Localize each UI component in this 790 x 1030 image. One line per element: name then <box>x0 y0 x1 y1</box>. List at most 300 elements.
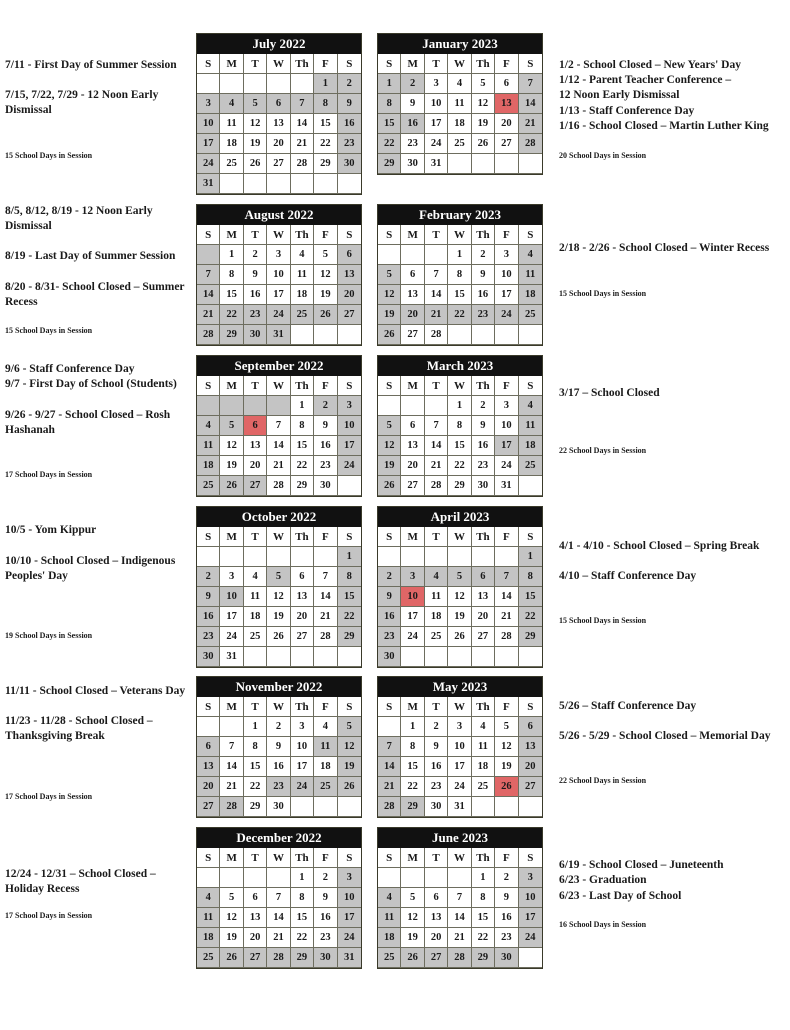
day-cell: 18 <box>197 456 220 476</box>
day-cell: 26 <box>267 627 290 647</box>
weekday-header: Th <box>291 376 314 396</box>
empty-cell <box>267 547 290 567</box>
day-cell: 20 <box>244 456 267 476</box>
day-cell: 14 <box>378 757 401 777</box>
empty-cell <box>197 868 220 888</box>
empty-cell <box>220 174 243 194</box>
nov-school-days: 17 School Days in Session <box>5 792 93 801</box>
day-cell: 10 <box>495 265 518 285</box>
empty-cell <box>197 717 220 737</box>
day-cell: 8 <box>448 265 471 285</box>
weekday-header: S <box>378 848 401 868</box>
day-cell: 18 <box>448 114 471 134</box>
day-cell: 23 <box>314 928 337 948</box>
day-cell: 18 <box>197 928 220 948</box>
day-grid <box>378 527 542 667</box>
empty-cell <box>448 154 471 174</box>
weekday-header: S <box>338 225 361 245</box>
jan-school-days: 20 School Days in Session <box>559 151 647 160</box>
day-cell: 10 <box>197 114 220 134</box>
weekday-header: T <box>425 697 448 717</box>
day-cell: 6 <box>291 567 314 587</box>
calendar-april-2023 <box>377 506 543 668</box>
empty-cell <box>401 396 424 416</box>
day-cell: 15 <box>378 114 401 134</box>
day-cell: 2 <box>314 868 337 888</box>
empty-cell <box>425 245 448 265</box>
day-cell: 29 <box>220 325 243 345</box>
day-cell: 27 <box>338 305 361 325</box>
day-cell: 30 <box>267 797 290 817</box>
day-cell: 25 <box>472 777 495 797</box>
day-cell: 29 <box>401 797 424 817</box>
empty-cell <box>401 547 424 567</box>
day-cell: 25 <box>220 154 243 174</box>
day-cell: 1 <box>378 74 401 94</box>
weekday-header: M <box>220 697 243 717</box>
empty-cell <box>472 325 495 345</box>
note-apr-staff-conference: 4/10 – Staff Conference Day <box>559 570 697 582</box>
day-cell: 11 <box>519 265 542 285</box>
day-cell: 21 <box>220 777 243 797</box>
day-cell: 15 <box>291 908 314 928</box>
empty-cell <box>378 868 401 888</box>
empty-cell <box>425 396 448 416</box>
day-cell: 20 <box>197 777 220 797</box>
day-cell: 7 <box>425 265 448 285</box>
note-apr-spring-break: 4/1 - 4/10 - School Closed – Spring Break <box>559 540 760 552</box>
day-cell: 26 <box>448 627 471 647</box>
day-cell: 8 <box>448 416 471 436</box>
weekday-header: F <box>495 848 518 868</box>
weekday-header: T <box>425 376 448 396</box>
may-school-days: 22 School Days in Session <box>559 776 647 785</box>
day-cell: 13 <box>267 114 290 134</box>
day-cell: 15 <box>220 285 243 305</box>
day-cell: 9 <box>401 94 424 114</box>
day-cell: 18 <box>519 285 542 305</box>
day-cell: 14 <box>425 285 448 305</box>
day-cell: 4 <box>519 396 542 416</box>
empty-cell <box>495 547 518 567</box>
day-cell: 24 <box>220 627 243 647</box>
day-cell: 17 <box>448 757 471 777</box>
weekday-header: S <box>197 225 220 245</box>
day-cell: 5 <box>401 888 424 908</box>
empty-cell <box>448 868 471 888</box>
weekday-header: Th <box>291 527 314 547</box>
weekday-header: W <box>267 527 290 547</box>
jun-school-days: 16 School Days in Session <box>559 920 647 929</box>
day-cell: 20 <box>291 607 314 627</box>
day-cell: 6 <box>197 737 220 757</box>
note-sep-rosh-hashanah: 9/26 - 9/27 - School Closed – Rosh Hashanah <box>5 409 171 436</box>
day-cell: 2 <box>338 74 361 94</box>
weekday-header: W <box>448 848 471 868</box>
weekday-header: S <box>378 697 401 717</box>
empty-cell <box>472 547 495 567</box>
empty-cell <box>338 797 361 817</box>
empty-cell <box>519 476 542 496</box>
note-jan-mlk: 1/16 - School Closed – Martin Luther King <box>559 120 769 132</box>
day-cell: 3 <box>220 567 243 587</box>
day-cell: 13 <box>425 908 448 928</box>
day-cell: 1 <box>291 396 314 416</box>
weekday-header: F <box>495 225 518 245</box>
day-cell: 27 <box>244 948 267 968</box>
weekday-header: F <box>314 848 337 868</box>
day-cell: 13 <box>472 587 495 607</box>
mar-school-days: 22 School Days in Session <box>559 446 647 455</box>
jul-school-days: 15 School Days in Session <box>5 151 93 160</box>
empty-cell <box>495 154 518 174</box>
day-cell: 5 <box>220 888 243 908</box>
day-cell: 3 <box>519 868 542 888</box>
empty-cell <box>291 74 314 94</box>
empty-cell <box>197 547 220 567</box>
weekday-header: M <box>401 848 424 868</box>
day-cell: 30 <box>495 948 518 968</box>
feb-school-days: 15 School Days in Session <box>559 289 647 298</box>
day-cell: 1 <box>448 245 471 265</box>
calendar-november-2022 <box>196 676 362 818</box>
empty-cell <box>401 868 424 888</box>
day-cell: 26 <box>378 325 401 345</box>
day-cell: 25 <box>314 777 337 797</box>
day-cell: 27 <box>267 154 290 174</box>
day-cell: 12 <box>401 908 424 928</box>
day-cell: 20 <box>425 928 448 948</box>
empty-cell <box>472 647 495 667</box>
weekday-header: S <box>338 527 361 547</box>
weekday-header: T <box>425 225 448 245</box>
note-jun-graduation: 6/23 - Graduation <box>559 874 647 886</box>
empty-cell <box>197 245 220 265</box>
day-grid <box>378 54 542 174</box>
day-cell: 2 <box>495 868 518 888</box>
day-cell: 8 <box>314 94 337 114</box>
day-cell: 29 <box>244 797 267 817</box>
apr-school-days: 15 School Days in Session <box>559 616 647 625</box>
day-cell: 19 <box>378 305 401 325</box>
weekday-header: F <box>495 697 518 717</box>
day-cell: 4 <box>197 888 220 908</box>
month-title: July 2022 <box>197 34 361 54</box>
day-cell: 26 <box>401 948 424 968</box>
day-cell: 23 <box>197 627 220 647</box>
day-cell: 23 <box>267 777 290 797</box>
day-cell: 21 <box>425 305 448 325</box>
weekday-header: T <box>244 527 267 547</box>
weekday-header: T <box>244 54 267 74</box>
day-cell: 6 <box>267 94 290 114</box>
weekday-header: S <box>378 527 401 547</box>
day-cell: 17 <box>519 908 542 928</box>
month-title: May 2023 <box>378 677 542 697</box>
day-cell: 10 <box>338 416 361 436</box>
day-cell: 24 <box>197 154 220 174</box>
day-cell: 8 <box>338 567 361 587</box>
weekday-header: T <box>425 527 448 547</box>
calendar-march-2023 <box>377 355 543 497</box>
empty-cell <box>472 154 495 174</box>
month-title: January 2023 <box>378 34 542 54</box>
weekday-header: M <box>401 527 424 547</box>
day-cell: 12 <box>378 285 401 305</box>
weekday-header: S <box>378 225 401 245</box>
weekday-header: T <box>244 697 267 717</box>
weekday-header: S <box>338 848 361 868</box>
empty-cell <box>378 245 401 265</box>
empty-cell <box>267 74 290 94</box>
day-cell: 20 <box>338 285 361 305</box>
calendar-september-2022 <box>196 355 362 497</box>
day-grid <box>197 527 361 667</box>
day-cell: 21 <box>267 928 290 948</box>
day-cell: 25 <box>425 627 448 647</box>
day-cell: 6 <box>244 416 267 436</box>
day-cell: 27 <box>425 948 448 968</box>
calendar-july-2022 <box>196 33 362 195</box>
day-cell: 1 <box>244 717 267 737</box>
day-cell: 10 <box>519 888 542 908</box>
day-cell: 5 <box>495 717 518 737</box>
day-cell: 10 <box>401 587 424 607</box>
day-cell: 9 <box>472 265 495 285</box>
day-cell: 25 <box>197 948 220 968</box>
day-cell: 15 <box>244 757 267 777</box>
day-cell: 30 <box>425 797 448 817</box>
day-cell: 4 <box>220 94 243 114</box>
day-cell: 25 <box>519 305 542 325</box>
day-cell: 6 <box>519 717 542 737</box>
day-cell: 11 <box>472 737 495 757</box>
empty-cell <box>314 325 337 345</box>
day-cell: 20 <box>519 757 542 777</box>
note-sep-first-day-students: 9/7 - First Day of School (Students) <box>5 378 177 390</box>
day-cell: 22 <box>314 134 337 154</box>
weekday-header: S <box>519 225 542 245</box>
weekday-header: Th <box>472 225 495 245</box>
day-cell: 8 <box>401 737 424 757</box>
empty-cell <box>220 868 243 888</box>
empty-cell <box>244 74 267 94</box>
day-cell: 19 <box>378 456 401 476</box>
day-cell: 18 <box>314 757 337 777</box>
day-cell: 9 <box>378 587 401 607</box>
day-cell: 19 <box>448 607 471 627</box>
calendar-may-2023 <box>377 676 543 818</box>
day-cell: 7 <box>314 567 337 587</box>
day-cell: 24 <box>448 777 471 797</box>
day-cell: 16 <box>338 114 361 134</box>
month-title: June 2023 <box>378 828 542 848</box>
empty-cell <box>267 647 290 667</box>
empty-cell <box>338 476 361 496</box>
day-cell: 29 <box>314 154 337 174</box>
weekday-header: S <box>519 527 542 547</box>
day-cell: 13 <box>495 94 518 114</box>
weekday-header: S <box>338 376 361 396</box>
note-jun-last-day: 6/23 - Last Day of School <box>559 890 682 902</box>
weekday-header: S <box>197 697 220 717</box>
day-cell: 27 <box>519 777 542 797</box>
day-cell: 7 <box>425 416 448 436</box>
day-cell: 13 <box>197 757 220 777</box>
day-cell: 30 <box>314 948 337 968</box>
day-cell: 28 <box>220 797 243 817</box>
day-cell: 16 <box>401 114 424 134</box>
empty-cell <box>197 396 220 416</box>
day-cell: 17 <box>291 757 314 777</box>
day-cell: 5 <box>338 717 361 737</box>
day-grid <box>378 225 542 345</box>
day-cell: 18 <box>472 757 495 777</box>
day-cell: 16 <box>197 607 220 627</box>
day-cell: 5 <box>448 567 471 587</box>
day-cell: 17 <box>425 114 448 134</box>
weekday-header: T <box>425 848 448 868</box>
weekday-header: S <box>197 54 220 74</box>
day-cell: 1 <box>314 74 337 94</box>
day-cell: 16 <box>495 908 518 928</box>
day-cell: 24 <box>291 777 314 797</box>
empty-cell <box>519 647 542 667</box>
weekday-header: S <box>197 527 220 547</box>
day-cell: 8 <box>244 737 267 757</box>
empty-cell <box>495 647 518 667</box>
day-cell: 7 <box>220 737 243 757</box>
weekday-header: W <box>267 225 290 245</box>
day-grid <box>197 225 361 345</box>
day-cell: 17 <box>338 436 361 456</box>
day-cell: 16 <box>472 285 495 305</box>
day-cell: 13 <box>401 436 424 456</box>
weekday-header: T <box>244 376 267 396</box>
day-cell: 20 <box>244 928 267 948</box>
weekday-header: F <box>314 225 337 245</box>
weekday-header: W <box>448 527 471 547</box>
note-oct-yom-kippur: 10/5 - Yom Kippur <box>5 524 97 536</box>
day-cell: 5 <box>378 265 401 285</box>
day-cell: 3 <box>425 74 448 94</box>
day-cell: 26 <box>220 476 243 496</box>
day-cell: 22 <box>220 305 243 325</box>
weekday-header: S <box>519 54 542 74</box>
weekday-header: Th <box>472 54 495 74</box>
day-cell: 1 <box>472 868 495 888</box>
weekday-header: S <box>378 376 401 396</box>
weekday-header: W <box>267 54 290 74</box>
day-cell: 8 <box>291 888 314 908</box>
day-cell: 6 <box>401 265 424 285</box>
day-cell: 24 <box>338 456 361 476</box>
calendar-january-2023 <box>377 33 543 175</box>
day-cell: 5 <box>220 416 243 436</box>
empty-cell <box>378 547 401 567</box>
day-cell: 9 <box>338 94 361 114</box>
day-cell: 28 <box>267 948 290 968</box>
empty-cell <box>220 74 243 94</box>
day-cell: 14 <box>448 908 471 928</box>
weekday-header: Th <box>472 527 495 547</box>
empty-cell <box>378 717 401 737</box>
empty-cell <box>338 325 361 345</box>
day-cell: 27 <box>244 476 267 496</box>
empty-cell <box>314 174 337 194</box>
day-cell: 4 <box>197 416 220 436</box>
day-cell: 4 <box>314 717 337 737</box>
day-cell: 8 <box>472 888 495 908</box>
empty-cell <box>401 647 424 667</box>
empty-cell <box>291 797 314 817</box>
day-cell: 31 <box>495 476 518 496</box>
day-cell: 7 <box>378 737 401 757</box>
day-cell: 31 <box>197 174 220 194</box>
day-cell: 30 <box>472 476 495 496</box>
day-cell: 3 <box>448 717 471 737</box>
day-cell: 22 <box>291 928 314 948</box>
empty-cell <box>220 396 243 416</box>
empty-cell <box>244 396 267 416</box>
day-cell: 29 <box>472 948 495 968</box>
day-cell: 11 <box>197 436 220 456</box>
day-cell: 28 <box>197 325 220 345</box>
empty-cell <box>291 174 314 194</box>
day-cell: 17 <box>267 285 290 305</box>
weekday-header: S <box>519 376 542 396</box>
day-cell: 27 <box>291 627 314 647</box>
weekday-header: S <box>197 376 220 396</box>
day-cell: 19 <box>220 456 243 476</box>
day-cell: 15 <box>448 436 471 456</box>
day-cell: 23 <box>495 928 518 948</box>
note-jan-parent-teacher: 1/12 - Parent Teacher Conference – <box>559 74 732 86</box>
note-nov-veterans-day: 11/11 - School Closed – Veterans Day <box>5 685 186 697</box>
day-cell: 9 <box>472 416 495 436</box>
day-cell: 20 <box>401 305 424 325</box>
day-cell: 28 <box>448 948 471 968</box>
day-cell: 24 <box>267 305 290 325</box>
day-cell: 22 <box>448 456 471 476</box>
weekday-header: Th <box>472 848 495 868</box>
day-cell: 21 <box>378 777 401 797</box>
day-cell: 25 <box>244 627 267 647</box>
day-cell: 24 <box>495 456 518 476</box>
day-cell: 7 <box>291 94 314 114</box>
empty-cell <box>314 547 337 567</box>
day-cell: 20 <box>495 114 518 134</box>
note-jun-juneteenth: 6/19 - School Closed – Juneteenth <box>559 859 724 871</box>
day-cell: 19 <box>220 928 243 948</box>
day-cell: 13 <box>401 285 424 305</box>
day-cell: 14 <box>495 587 518 607</box>
weekday-header: Th <box>472 697 495 717</box>
day-cell: 5 <box>244 94 267 114</box>
note-aug-last-summer: 8/19 - Last Day of Summer Session <box>5 250 176 262</box>
note-jan-early-dismissal: 12 Noon Early Dismissal <box>559 89 680 101</box>
day-cell: 8 <box>378 94 401 114</box>
day-cell: 16 <box>267 757 290 777</box>
calendar-december-2022 <box>196 827 362 969</box>
day-cell: 20 <box>401 456 424 476</box>
weekday-header: S <box>338 697 361 717</box>
month-title: August 2022 <box>197 205 361 225</box>
day-cell: 27 <box>472 627 495 647</box>
day-cell: 30 <box>338 154 361 174</box>
weekday-header: F <box>495 376 518 396</box>
day-cell: 25 <box>197 476 220 496</box>
